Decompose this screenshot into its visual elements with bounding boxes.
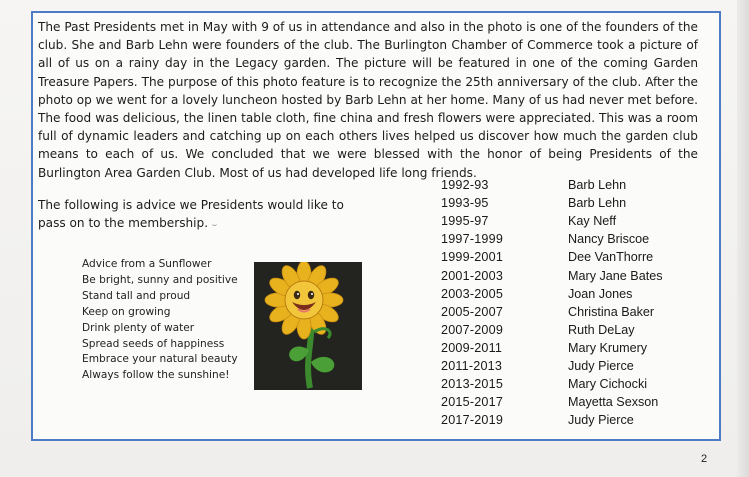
president-name: Mayetta Sexson: [568, 395, 659, 410]
president-name: Mary Jane Bates: [568, 268, 663, 283]
president-term: 1992-93: [441, 178, 489, 193]
president-term: 2017-2019: [441, 413, 504, 428]
president-row: [441, 321, 701, 339]
page-edge: [737, 0, 749, 477]
president-name: Mary Krumery: [568, 340, 648, 355]
president-row: [441, 393, 701, 411]
president-name: Kay Neff: [568, 214, 617, 229]
president-name: Dee VanThorre: [568, 250, 654, 265]
president-term: 1995-97: [441, 214, 489, 229]
president-name: Nancy Briscoe: [568, 232, 650, 247]
president-term: 2005-2007: [441, 304, 504, 319]
sunflower-advice-line: Stand tall and proud: [82, 289, 191, 302]
president-term: 1993-95: [441, 196, 489, 211]
president-term: 2009-2011: [441, 340, 503, 355]
president-term: 2013-2015: [441, 377, 504, 392]
president-row: [441, 285, 701, 303]
sunflower-illustration: [254, 262, 362, 390]
president-name: Ruth DeLay: [568, 322, 635, 337]
president-row: [441, 375, 701, 393]
president-row: [441, 411, 701, 429]
president-row: [441, 266, 701, 284]
president-term: 1997-1999: [441, 232, 504, 247]
sunflower-advice-line: Drink plenty of water: [82, 321, 195, 334]
sunflower-advice-line: Always follow the sunshine!: [82, 369, 230, 382]
president-name: Christina Baker: [568, 304, 655, 319]
president-row: [441, 357, 701, 375]
president-name: Judy Pierce: [568, 413, 634, 428]
president-term: 2001-2003: [441, 268, 504, 283]
president-term: 2003-2005: [441, 286, 504, 301]
president-row: [441, 248, 701, 266]
president-row: [441, 339, 701, 357]
president-name: Barb Lehn: [568, 178, 627, 193]
president-name: Mary Cichocki: [568, 377, 648, 392]
president-row: [441, 194, 701, 212]
sunflower-advice-line: Keep on growing: [82, 305, 171, 318]
president-row: [441, 212, 701, 230]
advice-intro-text: The following is advice we Presidents would like to pass on to the membership.: [38, 198, 344, 230]
sunflower-advice-line: Spread seeds of happiness: [82, 337, 225, 350]
president-row: [441, 230, 701, 248]
page-number: 2: [701, 453, 708, 465]
president-row: [441, 176, 701, 194]
president-term: 2015-2017: [441, 395, 504, 410]
president-name: Barb Lehn: [568, 196, 627, 211]
president-term: 2011-2013: [441, 358, 503, 373]
sunflower-advice-line: Embrace your natural beauty: [82, 353, 238, 366]
president-term: 2007-2009: [441, 322, 504, 337]
president-row: [441, 303, 701, 321]
sunflower-advice-title: Advice from a Sunflower: [82, 258, 212, 270]
president-name: Judy Pierce: [568, 358, 634, 373]
intro-paragraph: The Past Presidents met in May with 9 of us in attendance and also in the photo is one of the founders of the club. She and Barb Lehn were founders of the club. The Burlington Chamber of Commerce took a picture of all of us on a rainy day in the Legacy garden. The picture will be featured in one of the coming Garden Treasure Papers. The purpose of this photo feature is to recognize the 25th anniversary of the club. After the photo op we went for a lovely luncheon hosted by Barb Lehn at her home. Many of us had never met before. The food was delicious, the linen table cloth, fine china and fresh flowers were appreciated. This was a room full of dynamic leaders and catching up on each others lives helped us discover how much the garden club means to each of us. We concluded that we were blessed with the honor of being Presidents of the Burlington Area Garden Club. Most of us had developed life long friends.: [38, 20, 698, 180]
past-presidents-list: [441, 176, 701, 429]
sunflower-advice-list: [82, 257, 267, 384]
president-name: Joan Jones: [568, 286, 633, 301]
president-term: 1999-2001: [441, 250, 504, 265]
sunflower-advice-line: Be bright, sunny and positive: [82, 273, 238, 286]
